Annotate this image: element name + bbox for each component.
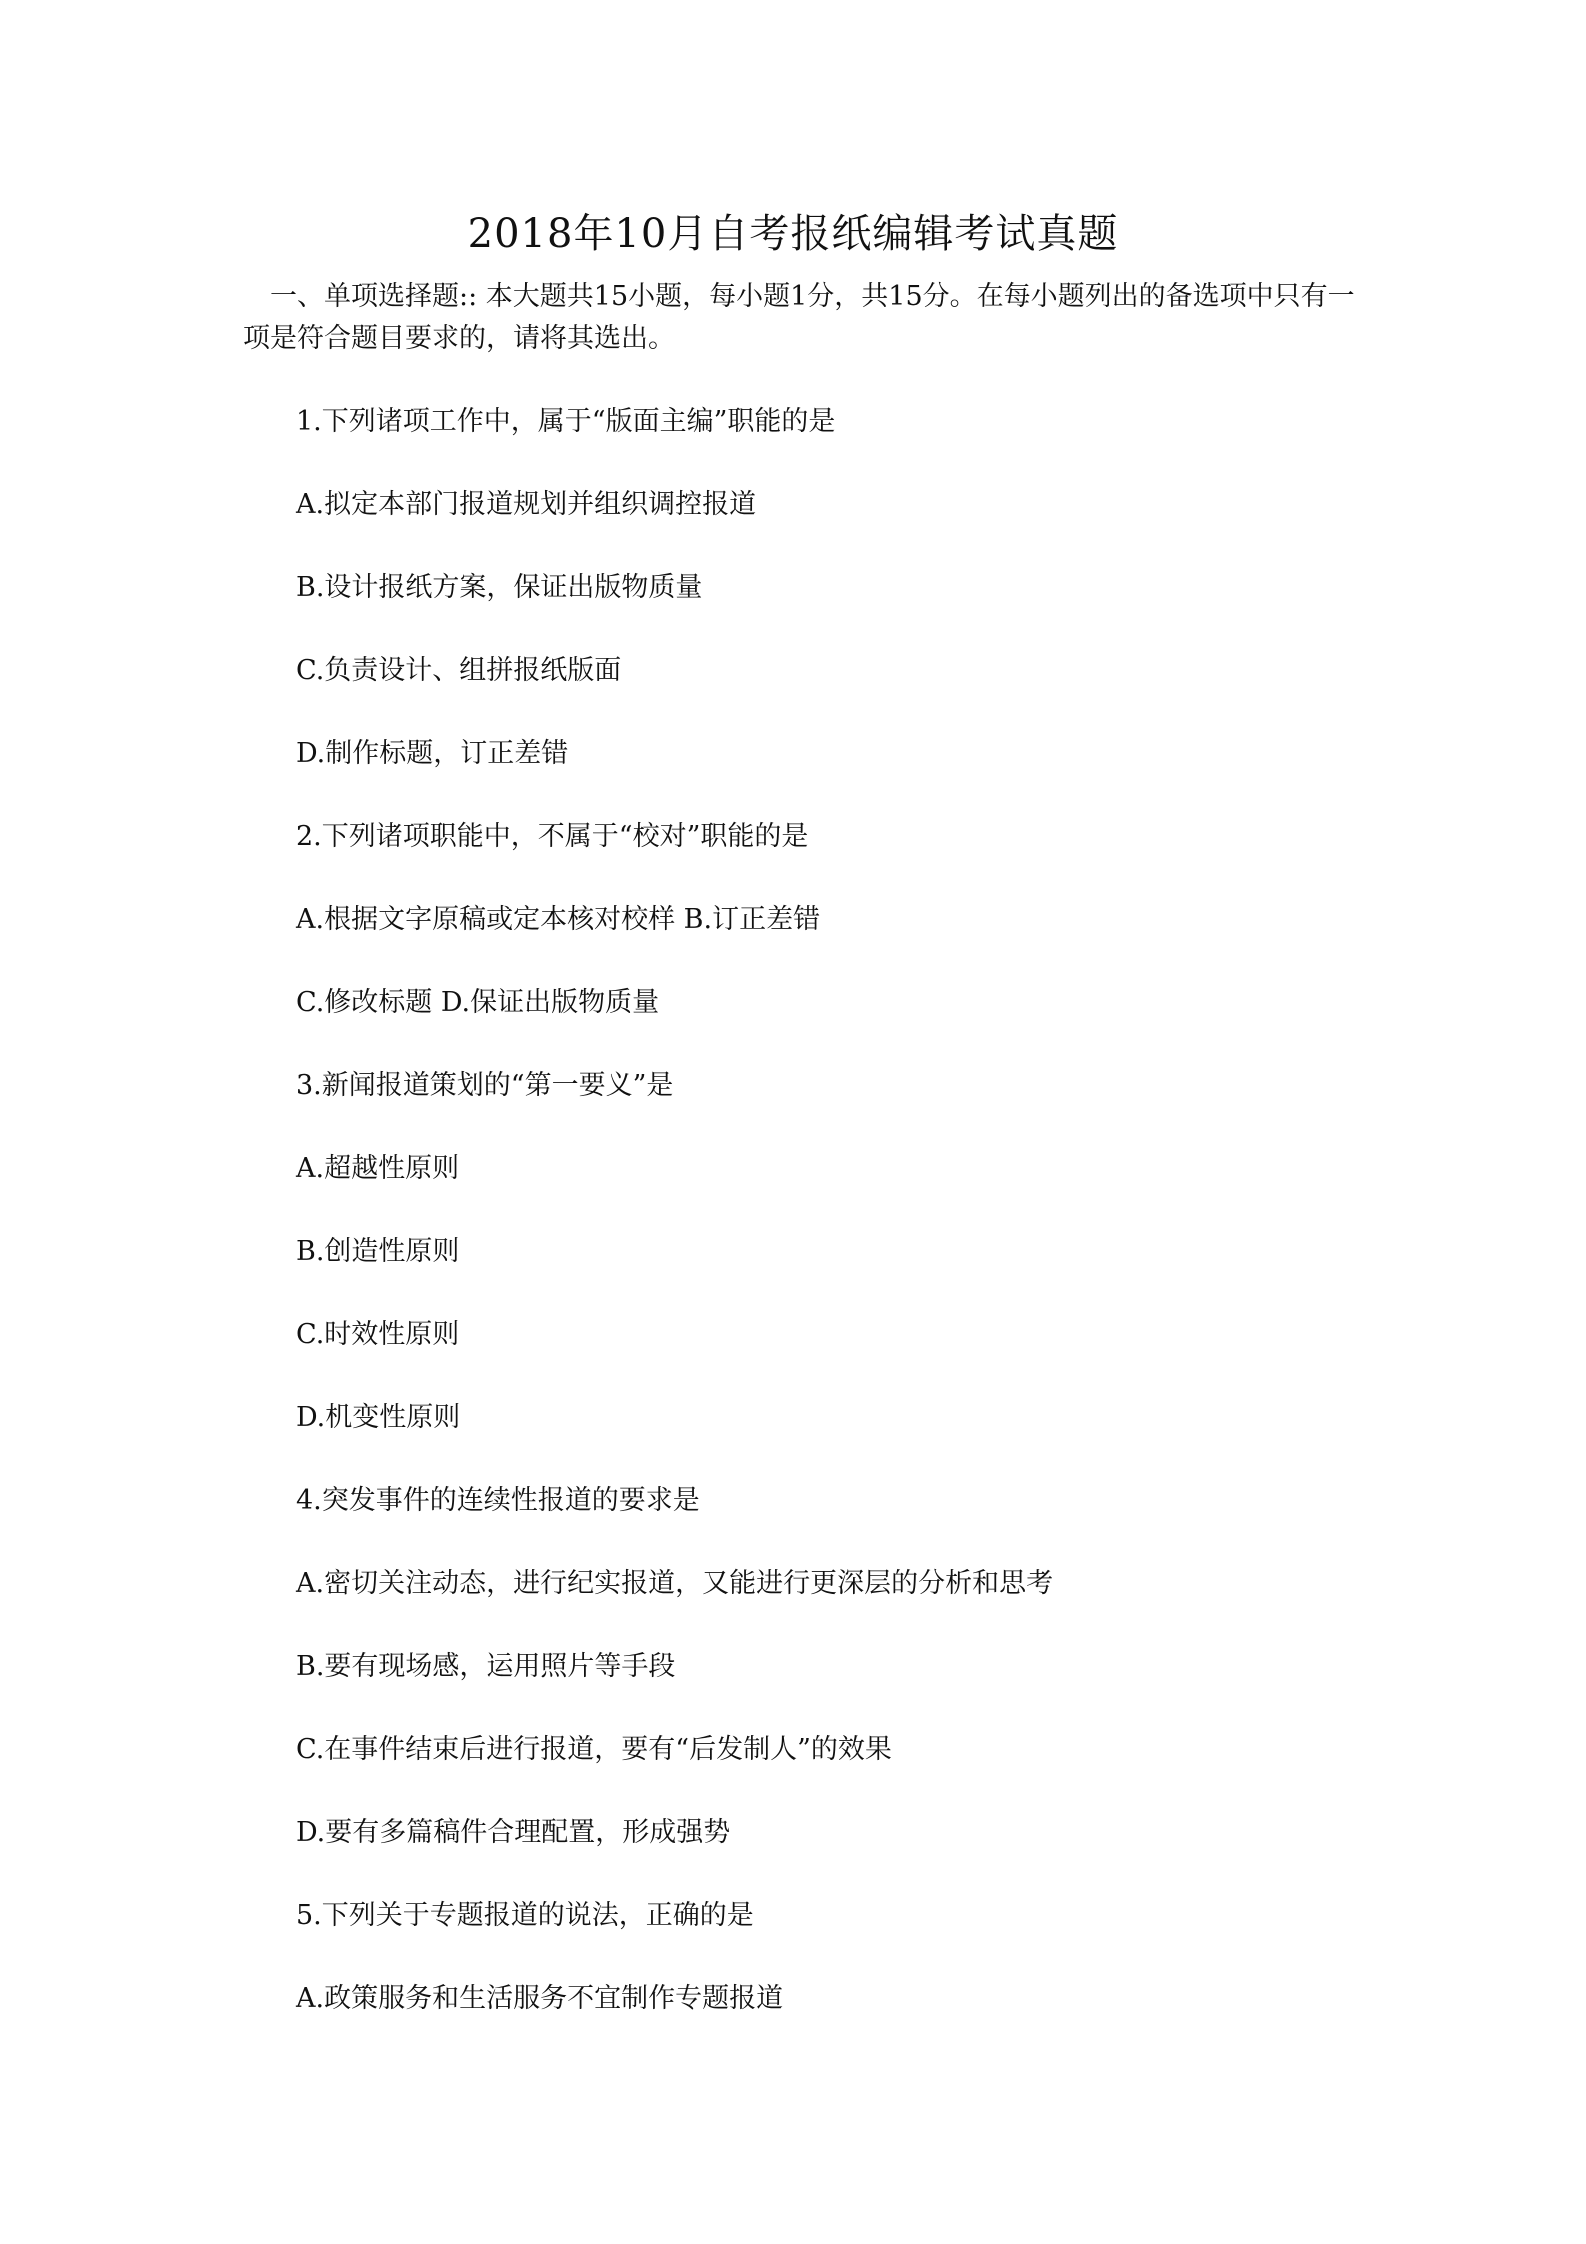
question-4-option-b: B.要有现场感，运用照片等手段 [296, 1651, 676, 1682]
question-5-stem: 5.下列关于专题报道的说法，正确的是 [296, 1900, 754, 1931]
section-intro: 一、单项选择题:: 本大题共15小题，每小题1分，共15分。在每小题列出的备选项中只有一项是符合题目要求的，请将其选出。 [243, 281, 1355, 354]
document-title: 2018年10月自考报纸编辑考试真题 [467, 211, 1119, 257]
question-1-option-c: C.负责设计、组拼报纸版面 [296, 655, 622, 686]
question-1-option-d: D.制作标题，订正差错 [296, 738, 569, 769]
question-2-options-ab: A.根据文字原稿或定本核对校样 B.订正差错 [296, 904, 821, 935]
question-3-option-b: B.创造性原则 [296, 1236, 460, 1267]
question-3-stem: 3.新闻报道策划的“第一要义”是 [296, 1070, 674, 1101]
question-4-option-d: D.要有多篇稿件合理配置，形成强势 [296, 1817, 731, 1848]
question-4-option-a: A.密切关注动态，进行纪实报道，又能进行更深层的分析和思考 [296, 1568, 1054, 1599]
question-3-option-a: A.超越性原则 [296, 1153, 460, 1184]
question-4-stem: 4.突发事件的连续性报道的要求是 [296, 1485, 700, 1516]
question-4-option-c: C.在事件结束后进行报道，要有“后发制人”的效果 [296, 1734, 892, 1765]
question-1-option-b: B.设计报纸方案，保证出版物质量 [296, 572, 703, 603]
question-3-option-d: D.机变性原则 [296, 1402, 461, 1433]
question-5-option-a: A.政策服务和生活服务不宜制作专题报道 [296, 1983, 784, 2014]
question-2-options-cd: C.修改标题 D.保证出版物质量 [296, 987, 660, 1018]
question-2-stem: 2.下列诸项职能中，不属于“校对”职能的是 [296, 821, 809, 852]
question-3-option-c: C.时效性原则 [296, 1319, 460, 1350]
question-1-stem: 1.下列诸项工作中，属于“版面主编”职能的是 [296, 406, 836, 437]
question-1-option-a: A.拟定本部门报道规划并组织调控报道 [296, 489, 757, 520]
